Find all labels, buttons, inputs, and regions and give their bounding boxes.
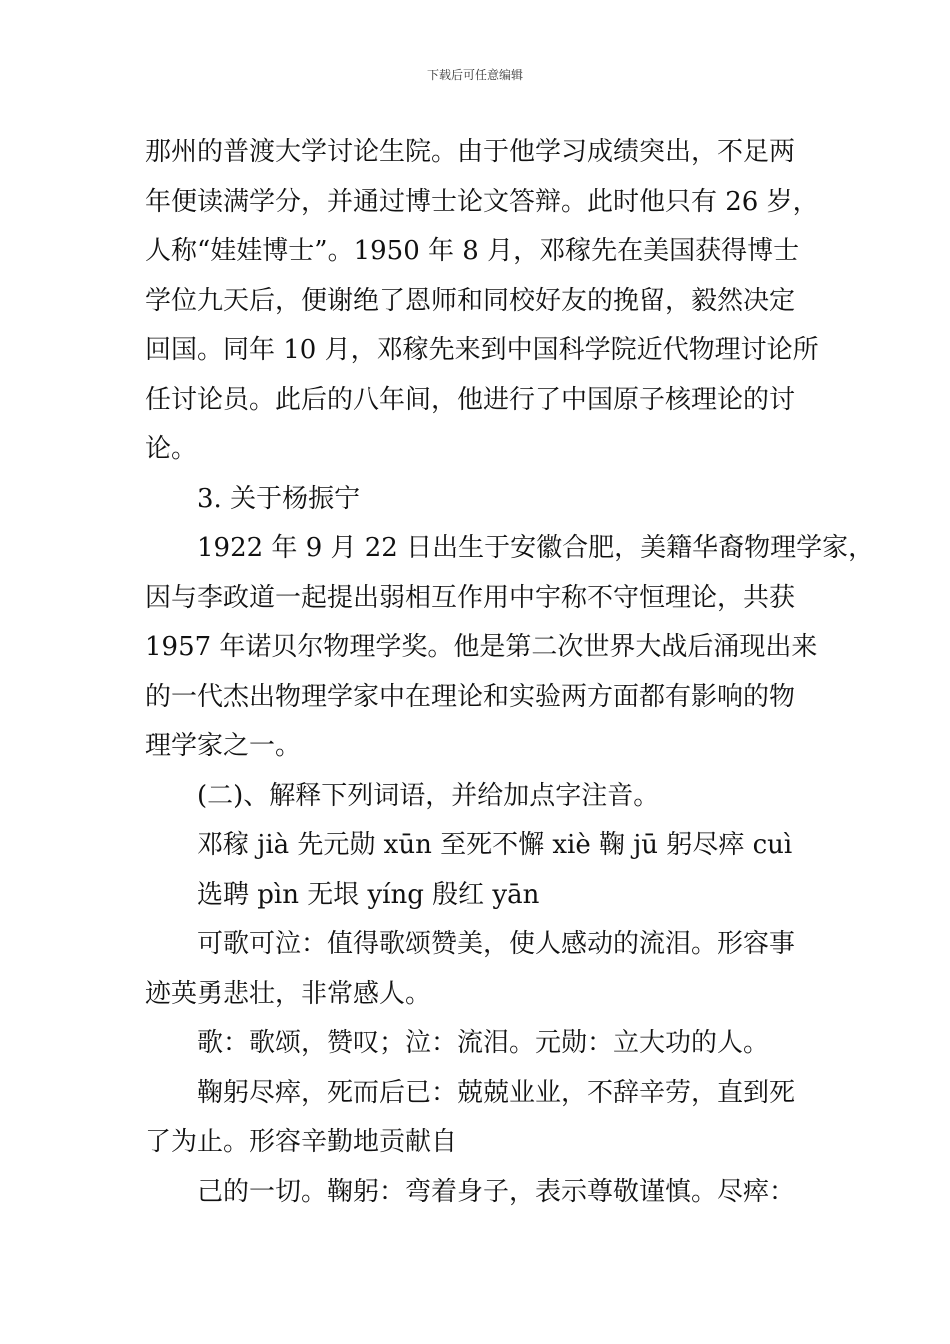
- text-line: 邓稼 jià 先元勋 xūn 至死不懈 xiè 鞠 jū 躬尽瘁 cuì: [197, 830, 793, 860]
- text-line: 年便读满学分，并通过博士论文答辩。此时他只有 26 岁，: [145, 186, 819, 217]
- text-line: 人称“娃娃博士”。1950 年 8 月，邓稼先在美国获得博士: [145, 236, 800, 266]
- text-line: 迹英勇悲壮，非常感人。: [145, 978, 432, 1009]
- text-line: 鞠躬尽瘁，死而后已：兢兢业业，不辞辛劳，直到死: [197, 1077, 796, 1108]
- text-line: 歌：歌颂，赞叹；泣：流泪。元勋：立大功的人。: [197, 1028, 770, 1058]
- text-line: 那州的普渡大学讨论生院。由于他学习成绩突出，不足两: [145, 137, 796, 167]
- text-line: 任讨论员。此后的八年间，他进行了中国原子核理论的讨: [145, 384, 796, 415]
- text-line: 己的一切。鞠躬：弯着身子，表示尊敬谨慎。尽瘁：: [197, 1176, 796, 1207]
- text-line: 的一代杰出物理学家中在理论和实验两方面都有影响的物: [145, 681, 796, 712]
- text-line: 3. 关于杨振宁: [197, 483, 361, 514]
- body-text: [145, 128, 875, 1217]
- text-line: 因与李政道一起提出弱相互作用中宇称不守恒理论，共获: [145, 582, 796, 613]
- text-line: 论。: [145, 434, 198, 464]
- text-line: 回国。同年 10 月，邓稼先来到中国科学院近代物理讨论所: [145, 335, 819, 365]
- text-line: 选聘 pìn 无垠 yíng 殷红 yān: [197, 879, 540, 910]
- text-line: 了为止。形容辛勤地贡献自: [145, 1127, 458, 1157]
- text-line: 可歌可泣：值得歌颂赞美，使人感动的流泪。形容事: [197, 929, 796, 959]
- text-line: 1922 年 9 月 22 日出生于安徽合肥，美籍华裔物理学家，: [197, 533, 875, 563]
- text-line: 学位九天后，便谢绝了恩师和同校好友的挽留，毅然决定: [145, 285, 796, 316]
- page-header: 下载后可任意编辑: [426, 68, 523, 82]
- text-line: 理学家之一。: [145, 731, 302, 761]
- text-line: (二)、解释下列词语，并给加点字注音。: [197, 780, 660, 811]
- text-line: 1957 年诺贝尔物理学奖。他是第二次世界大战后涌现出来: [145, 632, 818, 662]
